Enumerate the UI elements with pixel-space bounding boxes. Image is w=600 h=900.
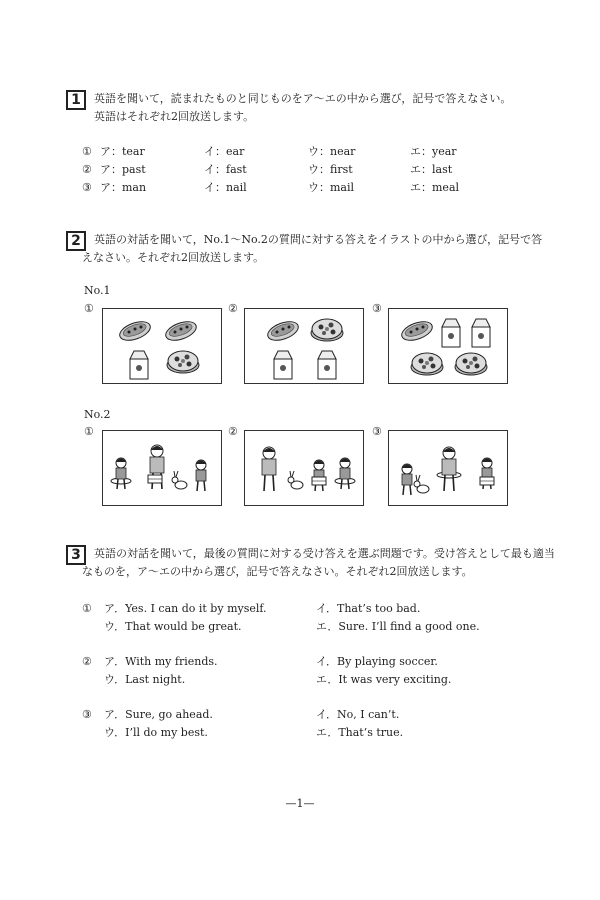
question-1-row-3: [82, 180, 532, 196]
question-1-number: 1: [66, 90, 86, 110]
choice-d: エ．It was very exciting.: [316, 673, 452, 686]
choice-a: ア．Yes. I can do it by myself.: [104, 602, 267, 615]
people-illustration-3: [389, 431, 507, 505]
question-3-item-3: [82, 706, 522, 742]
question-2-instruction-line-1: 英語の対話を聞いて，No.1〜No.2の質問に対する答えをイラストの中から選び，記号で答: [94, 233, 543, 246]
choice-d: エ．Sure. I’ll find a good one.: [316, 620, 480, 633]
page-number: —1—: [285, 797, 315, 810]
choice-d: エ：meal: [410, 181, 460, 194]
choice-b: イ：nail: [204, 181, 247, 194]
choice-b: イ．That’s too bad.: [316, 602, 421, 615]
choice-d: エ：last: [410, 163, 453, 176]
choice-b: イ．No, I can’t.: [316, 708, 400, 721]
food-illustration-bread-bread-milk-pizza: [103, 309, 221, 383]
no1-choice-3-label: ③: [372, 302, 382, 315]
food-illustration-bread-pizza-milk-milk: [245, 309, 363, 383]
question-2-instruction-line-2: えなさい。それぞれ2回放送します。: [82, 251, 265, 264]
question-1-row-2: [82, 162, 532, 178]
choice-c: ウ．That would be great.: [104, 620, 242, 633]
row-number: ①: [82, 145, 92, 158]
item-number: ①: [82, 602, 92, 615]
question-3-item-2: [82, 653, 522, 689]
choice-a: ア．With my friends.: [104, 655, 218, 668]
choice-b: イ：ear: [204, 145, 245, 158]
no1-label: No.1: [84, 284, 111, 297]
question-3-instruction-line-1: 英語の対話を聞いて，最後の質問に対する受け答えを選ぶ問題です。受け答えとして最も適当: [94, 547, 555, 560]
choice-b: イ：fast: [204, 163, 247, 176]
choice-a: ア：man: [100, 181, 147, 194]
choice-d: エ：year: [410, 145, 457, 158]
no2-panel-1[interactable]: [102, 430, 222, 506]
no2-panel-3[interactable]: [388, 430, 508, 506]
question-1-row-1: [82, 144, 532, 160]
question-3-number: 3: [66, 545, 86, 565]
row-number: ③: [82, 181, 92, 194]
row-number: ②: [82, 163, 92, 176]
no1-choice-2-label: ②: [228, 302, 238, 315]
choice-b: イ．By playing soccer.: [316, 655, 438, 668]
question-3-instruction-line-2: なものを，ア〜エの中から選び，記号で答えなさい。それぞれ2回放送します。: [82, 565, 473, 578]
no2-label: No.2: [84, 408, 111, 421]
no1-panel-3[interactable]: [388, 308, 508, 384]
choice-c: ウ．Last night.: [104, 673, 186, 686]
no1-panel-1[interactable]: [102, 308, 222, 384]
choice-a: ア：past: [100, 163, 146, 176]
choice-c: ウ：first: [308, 163, 353, 176]
question-3-item-1: [82, 600, 522, 636]
choice-c: ウ：mail: [308, 181, 355, 194]
no2-choice-2-label: ②: [228, 425, 238, 438]
people-illustration-2: [245, 431, 363, 505]
choice-a: ア：tear: [100, 145, 145, 158]
no1-panel-2[interactable]: [244, 308, 364, 384]
item-number: ②: [82, 655, 92, 668]
no2-choice-1-label: ①: [84, 425, 94, 438]
people-illustration-1: [103, 431, 221, 505]
no2-choice-3-label: ③: [372, 425, 382, 438]
choice-a: ア．Sure, go ahead.: [104, 708, 213, 721]
choice-c: ウ．I’ll do my best.: [104, 726, 208, 739]
question-1-instruction-line-2: 英語はそれぞれ2回放送します。: [94, 110, 255, 123]
question-1-instruction-line-1: 英語を聞いて，読まれたものと同じものをア〜エの中から選び，記号で答えなさい。: [94, 92, 512, 105]
choice-d: エ．That’s true.: [316, 726, 404, 739]
item-number: ③: [82, 708, 92, 721]
question-2-number: 2: [66, 231, 86, 251]
no2-panel-2[interactable]: [244, 430, 364, 506]
choice-c: ウ：near: [308, 145, 356, 158]
food-illustration-bread-milk-milk-pizza-pizza: [389, 309, 507, 383]
no1-choice-1-label: ①: [84, 302, 94, 315]
